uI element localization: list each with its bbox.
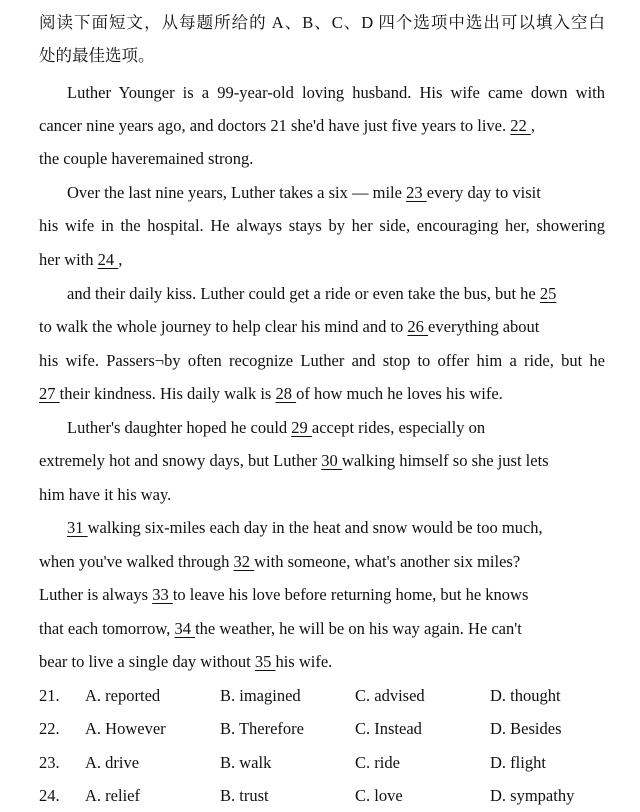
blank-25: 25	[539, 284, 557, 303]
p3-line-4: 27 their kindness. His daily walk is 28 of how much he loves his wife.	[39, 384, 503, 403]
option-c: C. advised	[355, 686, 425, 705]
option-a: A. relief	[85, 786, 140, 805]
p1-line-3: the couple haveremained strong.	[39, 149, 254, 168]
p5-line-5: bear to live a single day without 35 his wife.	[39, 652, 333, 671]
blank-34: 34	[174, 619, 196, 638]
p5-line-1: 31 walking six-miles each day in the heat and snow would be too much,	[67, 518, 543, 537]
p3-line-2: to walk the whole journey to help clear his mind and to 26 everything about	[39, 317, 540, 336]
p5-line-2: when you've walked through 32 with someone, what's another six miles?	[39, 552, 521, 571]
blank-33: 33	[152, 585, 173, 604]
p3-line-3: his wife. Passers¬by often recognize Luther and stop to offer him a ride, but he	[39, 351, 605, 370]
option-b: B. trust	[220, 786, 269, 805]
option-c: C. love	[355, 786, 403, 805]
option-d: D. thought	[490, 686, 561, 705]
instructions-line-1: 阅读下面短文，从每题所给的 A、B、C、D 四个选项中选出可以填入空白	[39, 13, 605, 32]
question-number: 24.	[39, 786, 60, 805]
blank-27: 27	[39, 384, 60, 403]
p1-line-2: cancer nine years ago, and doctors 21 she'd have just five years to live. 22 ,	[39, 116, 535, 135]
question-number: 23.	[39, 753, 60, 772]
blank-23: 23	[406, 183, 427, 202]
p2-line-3: her with 24 ,	[39, 250, 123, 269]
p2-line-1: Over the last nine years, Luther takes a six — mile 23 every day to visit	[67, 183, 541, 202]
question-number: 22.	[39, 719, 60, 738]
blank-29: 29	[291, 418, 312, 437]
p5-line-3: Luther is always 33 to leave his love before returning home, but he knows	[39, 585, 529, 604]
blank-24: 24	[97, 250, 119, 269]
option-a: A. drive	[85, 753, 140, 772]
p2-line-2: his wife in the hospital. He always stays by her side, encouraging her, showering	[39, 216, 605, 235]
p4-line-3: him have it his way.	[39, 485, 172, 504]
p3-line-1: and their daily kiss. Luther could get a ride or even take the bus, but he 25	[67, 284, 557, 303]
option-b: B. imagined	[220, 686, 301, 705]
option-c: C. Instead	[355, 719, 422, 738]
blank-32: 32	[233, 552, 255, 571]
option-b: B. Therefore	[220, 719, 304, 738]
blank-22: 22	[510, 116, 531, 135]
blank-31: 31	[67, 518, 88, 537]
question-23-options	[39, 746, 605, 779]
blank-28: 28	[275, 384, 297, 403]
p5-line-4: that each tomorrow, 34 the weather, he will be on his way again. He can't	[39, 619, 522, 638]
option-d: D. sympathy	[490, 786, 575, 805]
p4-line-2: extremely hot and snowy days, but Luther 30 walking himself so she just lets	[39, 451, 549, 470]
option-a: A. However	[85, 719, 166, 738]
question-number: 21.	[39, 686, 60, 705]
option-a: A. reported	[85, 686, 161, 705]
blank-26: 26	[407, 317, 429, 336]
option-d: D. Besides	[490, 719, 562, 738]
option-b: B. walk	[220, 753, 272, 772]
p1-line-1: Luther Younger is a 99-year-old loving husband. His wife came down with	[67, 83, 605, 102]
blank-35: 35	[254, 652, 276, 671]
instructions-line-2: 处的最佳选项。	[39, 46, 155, 65]
p4-line-1: Luther's daughter hoped he could 29 accept rides, especially on	[67, 418, 486, 437]
option-d: D. flight	[490, 753, 546, 772]
question-21-options	[39, 679, 605, 712]
question-22-options	[39, 712, 605, 745]
blank-30: 30	[321, 451, 342, 470]
option-c: C. ride	[355, 753, 400, 772]
question-24-options	[39, 779, 605, 812]
